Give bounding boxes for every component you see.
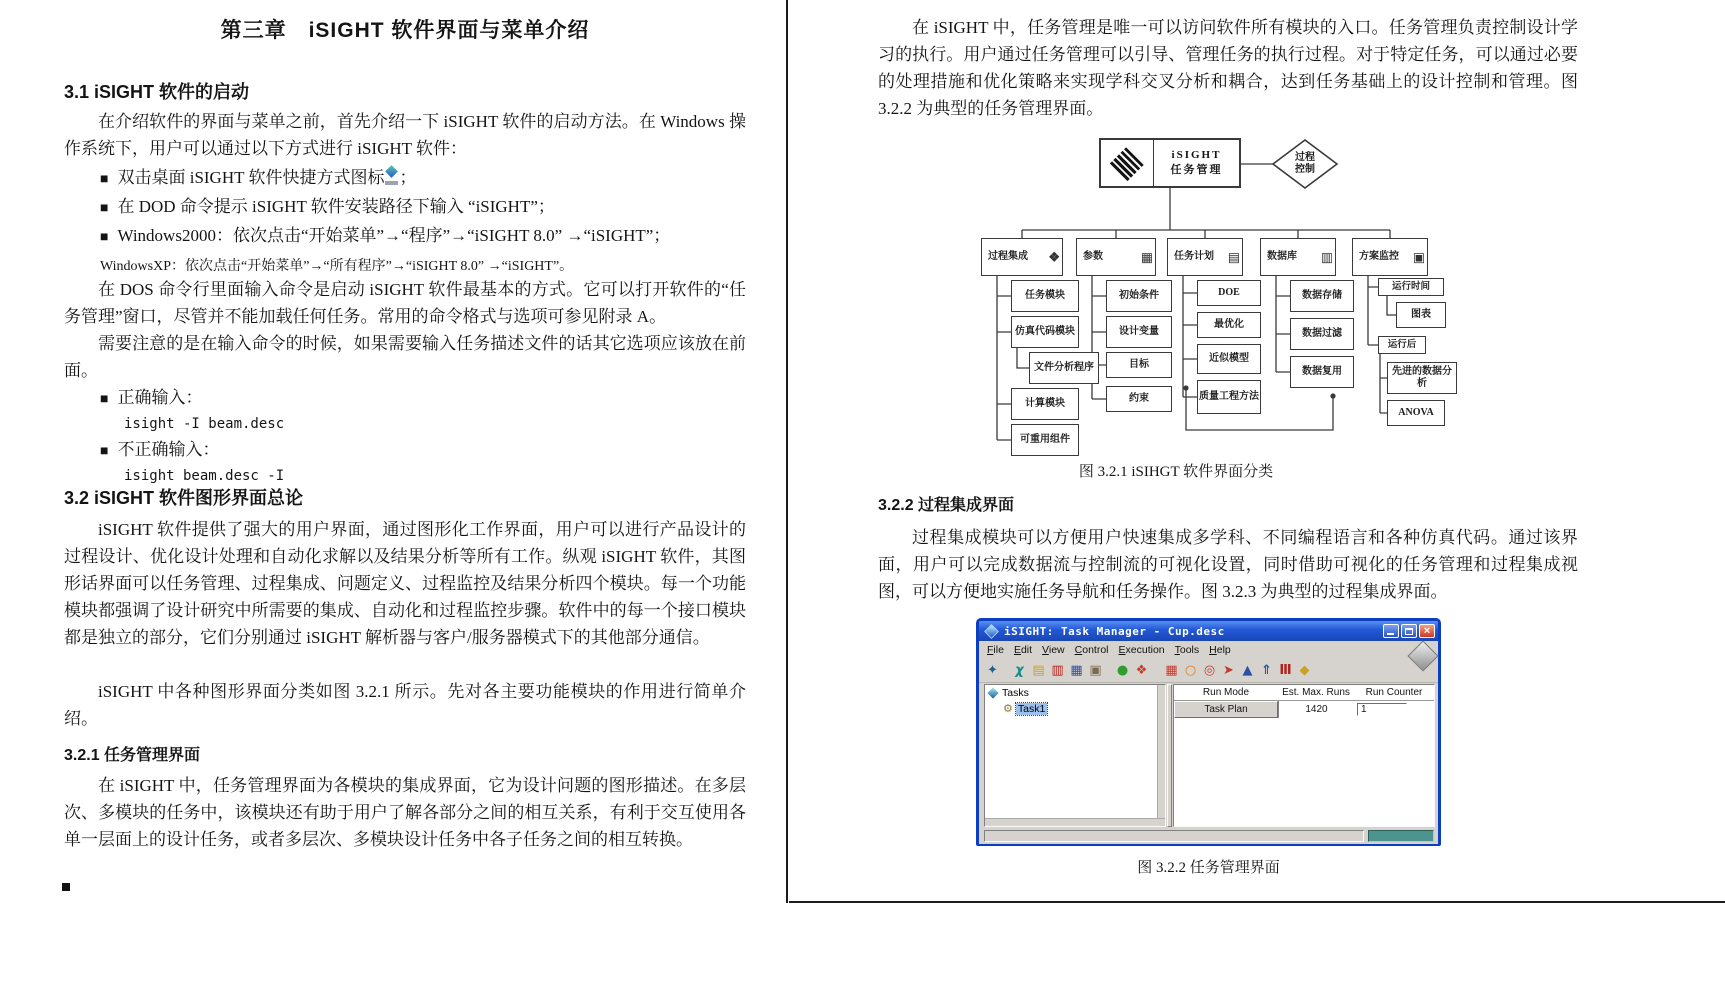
square-bullet-icon: ■ xyxy=(100,230,109,245)
vertical-scrollbar[interactable] xyxy=(1157,685,1165,819)
gears-icon: ⚙ xyxy=(1003,702,1013,715)
status-message-area xyxy=(984,830,1364,842)
io-example-block xyxy=(64,384,746,488)
diagram-root-node xyxy=(1099,138,1241,188)
maximize-button[interactable] xyxy=(1401,624,1417,638)
menu-control[interactable]: Control xyxy=(1074,643,1109,656)
navigate-icon[interactable]: ✦ xyxy=(987,662,998,678)
close-button[interactable]: × xyxy=(1419,624,1435,638)
table-row xyxy=(1174,701,1434,718)
menu-bar xyxy=(979,641,1438,658)
run-mode-panel xyxy=(1173,684,1435,827)
left-page xyxy=(64,0,746,992)
diagram-node-task-plan: 任务计划 ▤ xyxy=(1167,238,1243,276)
heading-3-2-1: 3.2.1 任务管理界面 xyxy=(64,747,201,764)
paragraph: 需要注意的是在输入命令的时候，如果需要输入任务描述文件的话其它选项应该放在前面。 xyxy=(64,334,746,380)
diagram-node: ANOVA xyxy=(1387,400,1445,426)
parameters-icon: ▦ xyxy=(1140,249,1153,265)
square-bullet-icon: ■ xyxy=(100,172,109,187)
diagram-node: 运行时间 xyxy=(1378,278,1444,296)
square-bullet-icon: ■ xyxy=(100,201,109,216)
diagram-node: 图表 xyxy=(1396,302,1446,328)
status-bar xyxy=(979,828,1438,844)
process-control-diamond: 过程 控制 xyxy=(1295,152,1315,175)
menu-tools[interactable]: Tools xyxy=(1174,643,1200,656)
bullet-text: 双击桌面 iSIGHT 软件快捷方式图标 xyxy=(117,168,385,187)
window-titlebar[interactable] xyxy=(979,621,1438,641)
approximation-icon[interactable]: ➤ xyxy=(1223,662,1234,678)
exchange-icon[interactable]: χ xyxy=(1015,662,1024,678)
diagram-node: 计算模块 xyxy=(1011,388,1079,420)
est-max-runs-value: 1420 xyxy=(1278,701,1354,718)
paragraph: iSIGHT 中各种图形界面分类如图 3.2.1 所示。先对各主要功能模块的作用进行简单介绍。 xyxy=(64,682,746,728)
square-bullet-icon: ■ xyxy=(100,444,109,459)
run-icon[interactable]: ● xyxy=(1116,662,1129,678)
heading-3-2: 3.2 iSIGHT 软件图形界面总论 xyxy=(64,488,304,508)
distribution-icon[interactable]: ▲ xyxy=(1242,662,1253,678)
diagram-node-process-integration: 过程集成 ❖ xyxy=(981,238,1063,276)
diagram-node: 可重用组件 xyxy=(1011,424,1079,456)
diagram-node: 数据复用 xyxy=(1290,356,1354,388)
chapter-title: 第三章 iSIGHT 软件界面与菜单介绍 xyxy=(220,19,590,42)
menu-view[interactable]: View xyxy=(1042,643,1065,656)
diagram-node: 最优化 xyxy=(1197,312,1261,338)
column-est-max-runs: Est. Max. Runs xyxy=(1282,687,1350,698)
halt-icon[interactable]: ❖ xyxy=(1135,662,1148,678)
task-plan-cell[interactable]: Task Plan xyxy=(1174,701,1278,718)
database-cylinder-icon: ▥ xyxy=(1320,249,1333,265)
task-manager-window xyxy=(976,618,1441,846)
tree-label-selected: Task1 xyxy=(1017,703,1046,715)
paragraph: 在 DOS 命令行里面输入命令是启动 iSIGHT 软件最基本的方式。它可以打开软件的“任务管理”窗口，尽管并不能加载任何任务。常用的命令格式与选项可参见附录 A。 xyxy=(64,280,746,326)
process-integration-icon: ❖ xyxy=(1048,249,1060,265)
menu-execution[interactable]: Execution xyxy=(1118,643,1165,656)
column-run-mode: Run Mode xyxy=(1202,687,1250,698)
tree-label: Tasks xyxy=(1002,687,1029,699)
tasks-tree-panel xyxy=(984,684,1166,827)
bullet-text: 在 DOD 命令提示 iSIGHT 软件安装路径下输入 “iSIGHT”； xyxy=(117,197,555,216)
bullet-item xyxy=(64,164,746,193)
database-icon[interactable]: ▥ xyxy=(1051,662,1064,678)
isight-shortcut-icon xyxy=(384,167,399,186)
diagram-node: 近似模型 xyxy=(1197,344,1261,374)
tree-item-tasks[interactable] xyxy=(985,685,1165,701)
figure-interface-tree-diagram xyxy=(981,136,1457,468)
bullet-suffix: ； xyxy=(399,168,417,187)
table-header-row xyxy=(1174,685,1434,701)
bullet-list xyxy=(64,164,746,280)
diagram-node: 任务模块 xyxy=(1011,280,1079,312)
horizontal-scrollbar[interactable] xyxy=(985,818,1165,826)
code-line: isight -I beam.desc xyxy=(124,416,285,432)
page-divider-line xyxy=(786,0,788,903)
run-counter-field[interactable]: 1 xyxy=(1357,703,1407,716)
doe-grid-icon[interactable]: ▦ xyxy=(1165,662,1178,678)
task-plan-icon: ▤ xyxy=(1227,249,1240,265)
toolbar xyxy=(979,658,1438,683)
paragraph: 过程集成模块可以方便用户快速集成多学科、不同编程语言和各种仿真代码。通过该界面，用户可以完成数据流与控制流的可视化设置，同时借助可视化的任务管理和过程集成视图，可以方便地实施任务导航和任务操作。图 3.2.3 为典型的过程集成界面。 xyxy=(878,528,1578,601)
figure-3-2-2-caption: 图 3.2.2 任务管理界面 xyxy=(1137,860,1280,876)
menu-file[interactable]: File xyxy=(987,643,1004,656)
diagram-node-database: 数据库 ▥ xyxy=(1260,238,1336,276)
bullet-item xyxy=(64,384,746,413)
status-progress-box xyxy=(1368,830,1434,842)
notes-window-icon[interactable]: ▣ xyxy=(1089,662,1102,678)
quality-up-icon[interactable]: ⇑ xyxy=(1261,662,1272,678)
minimize-button[interactable] xyxy=(1383,624,1399,638)
window-client-area xyxy=(979,683,1438,844)
column-run-counter: Run Counter xyxy=(1365,687,1423,698)
diagram-node: 先进的数据分析 xyxy=(1387,362,1457,394)
isight-logo-icon xyxy=(1101,140,1154,186)
bullet-text: 正确输入： xyxy=(117,388,203,407)
diagram-node: 初始条件 xyxy=(1106,280,1172,312)
bullet-text: 不正确输入： xyxy=(117,440,220,459)
bar-chart-icon[interactable]: Ⅲ xyxy=(1279,662,1292,678)
copy-files-icon[interactable]: ▤ xyxy=(1032,662,1045,678)
tasks-diamond-icon xyxy=(987,687,998,698)
diagram-node: 数据存储 xyxy=(1290,280,1354,312)
heading-3-2-2: 3.2.2 过程集成界面 xyxy=(878,497,1015,514)
right-page xyxy=(878,0,1578,992)
optimization-icon[interactable]: ○ xyxy=(1184,662,1197,678)
diagram-node: 目标 xyxy=(1106,352,1172,378)
root-label: iSIGHT 任务管理 xyxy=(1170,149,1223,176)
square-bullet-icon: ■ xyxy=(100,392,109,407)
diagram-node: 设计变量 xyxy=(1106,316,1172,348)
paragraph: 在 iSIGHT 中，任务管理是唯一可以访问软件所有模块的入口。任务管理负责控制设计学习的执行。用户通过任务管理可以引导、管理任务的执行过程。对于特定任务，可以通过必要的处理措施和优化策略来实现学科交叉分析和耦合，达到任务基础上的设计控制和管理。图 3.2.2 为典型的任务管理界面。 xyxy=(878,18,1578,118)
menu-help[interactable]: Help xyxy=(1209,643,1231,656)
heading-3-1: 3.1 iSIGHT 软件的启动 xyxy=(64,82,250,102)
tree-item-task1[interactable] xyxy=(985,701,1165,717)
calculator-icon[interactable]: ▦ xyxy=(1070,662,1083,678)
app-icon xyxy=(984,624,999,639)
figure-3-2-1-caption: 图 3.2.1 iSIHGT 软件界面分类 xyxy=(1078,464,1274,480)
diagram-node: DOE xyxy=(1197,280,1261,306)
diagram-node-solution-monitor: 方案监控 ▣ xyxy=(1352,238,1428,276)
window-title: iSIGHT: Task Manager - Cup.desc xyxy=(1004,624,1225,638)
diagram-node: 仿真代码模块 xyxy=(1011,316,1079,348)
diagram-node: 数据过滤 xyxy=(1290,318,1354,350)
bullet-item xyxy=(64,436,746,465)
bullet-item xyxy=(64,222,746,251)
panel-splitter[interactable] xyxy=(1167,684,1172,827)
paragraph: 在 iSIGHT 中，任务管理界面为各模块的集成界面，它为设计问题的图形描述。在多层次、多模块的任务中，该模块还有助于用户了解各部分之间的相互关系，有利于交互使用各单一层面上的设计任务，或者多层次、多模块设计任务中各子任务之间的相互转换。 xyxy=(64,776,746,849)
diagram-node: 质量工程方法 xyxy=(1197,380,1261,414)
bullet-text: Windows2000：依次点击“开始菜单”→“程序”→“iSIGHT 8.0” →“iSIGHT”； xyxy=(117,226,671,245)
diagram-node: 约束 xyxy=(1106,386,1172,412)
diagram-node-parameters: 参数 ▦ xyxy=(1076,238,1156,276)
diagram-node: 文件分析程序 xyxy=(1029,352,1099,384)
bullet-item xyxy=(64,193,746,222)
target-icon[interactable]: ◎ xyxy=(1203,662,1216,678)
code-line: isight beam.desc -I xyxy=(124,468,285,484)
paragraph: 在介绍软件的界面与菜单之前，首先介绍一下 iSIGHT 软件的启动方法。在 Windows 操作系统下，用户可以通过以下方式进行 iSIGHT 软件： xyxy=(64,112,746,158)
diagram-node: 运行后 xyxy=(1378,336,1426,354)
solution-monitor-icon: ▣ xyxy=(1412,249,1425,265)
menu-edit[interactable]: Edit xyxy=(1013,643,1033,656)
gold-chart-icon[interactable]: ◆ xyxy=(1299,662,1310,678)
paragraph: iSIGHT 软件提供了强大的用户界面，通过图形化工作界面，用户可以进行产品设计的过程设计、优化设计处理和自动化求解以及结果分析等所有工作。纵观 iSIGHT 软件，其图形话界面可以任务管理、过程集成、问题定义、过程监控及结果分析四个模块。每一个功能模块都强调了设计研究中所需要的集成、自动化和过程监控步骤。软件中的每一个接口模块都是独立的部分，它们分别通过 iSIGHT 解析器与客户/服务器模式下的其他部分通信。 xyxy=(64,520,746,647)
square-bullet-icon: WindowsXP：依次点击“开始菜单”→“所有程序”→“iSIGHT 8.0” →“iSIGHT”。 xyxy=(100,259,574,274)
